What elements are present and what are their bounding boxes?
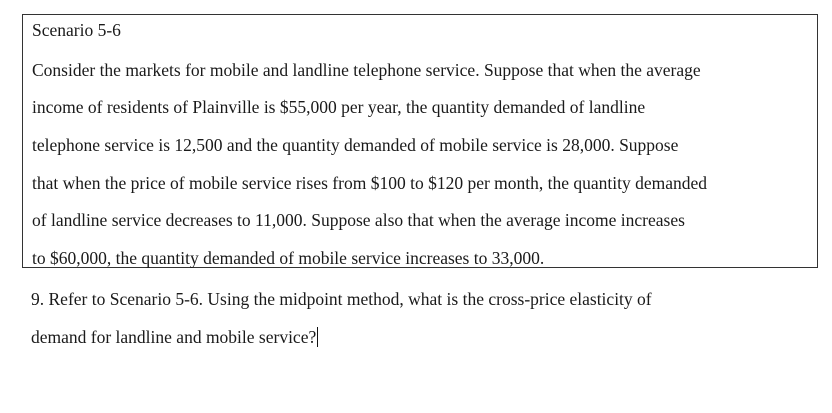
- scenario-title: Scenario 5-6: [32, 20, 121, 40]
- scenario-text-line: to $60,000, the quantity demanded of mobile service increases to 33,000.: [32, 248, 545, 268]
- scenario-text-line: Consider the markets for mobile and landline telephone service. Suppose that when the average: [32, 60, 701, 80]
- scenario-text-line: telephone service is 12,500 and the quantity demanded of mobile service is 28,000. Suppose: [32, 135, 679, 155]
- scenario-text-line: income of residents of Plainville is $55,000 per year, the quantity demanded of landline: [32, 97, 646, 117]
- question-text-line-last[interactable]: [31, 326, 318, 348]
- question-text: demand for landline and mobile service?: [31, 327, 317, 347]
- scenario-text-line: of landline service decreases to 11,000. Suppose also that when the average income increases: [32, 210, 685, 230]
- text-cursor: [317, 327, 318, 347]
- question-text-line: 9. Refer to Scenario 5-6. Using the midpoint method, what is the cross-price elasticity of: [31, 289, 652, 309]
- scenario-box: [22, 14, 818, 268]
- scenario-text-line: that when the price of mobile service rises from $100 to $120 per month, the quantity demanded: [32, 173, 708, 193]
